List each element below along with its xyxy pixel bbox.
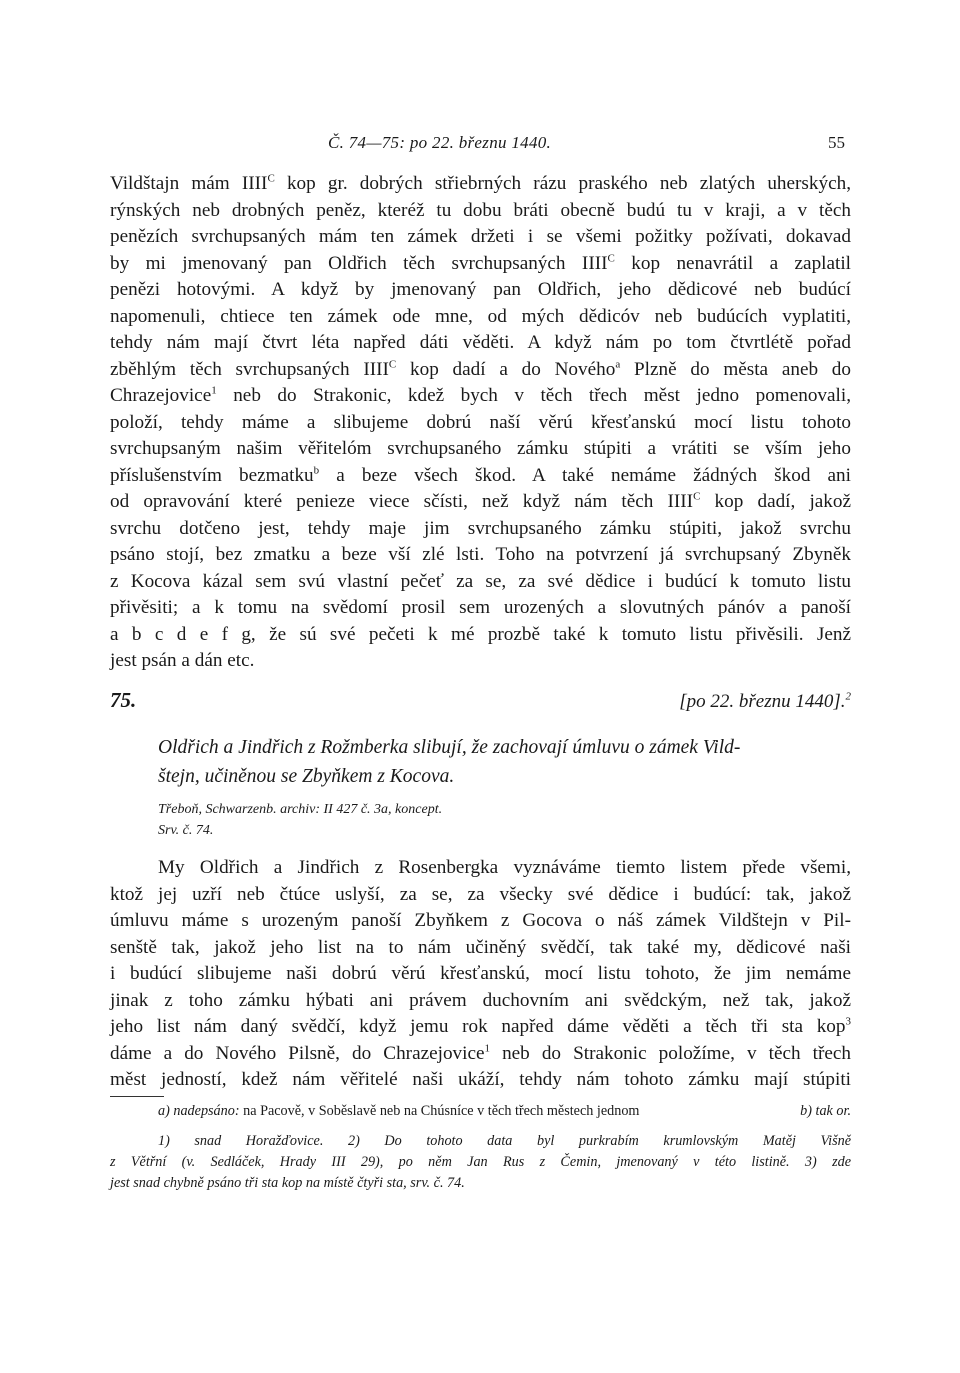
- text-segment: by mi jmenovaný pan Oldřich těch svrchupsaných IIII: [110, 252, 608, 274]
- date-text: [po 22. březnu 1440].: [679, 691, 846, 712]
- text-line: [110, 988, 851, 1015]
- regest: [158, 733, 851, 791]
- note-a: a) nadepsáno: na Pacově, v Soběslavě neb na Chúsníce v těch třech městech jednom: [158, 1103, 640, 1119]
- text-line: [110, 171, 851, 198]
- previous-document-text: [110, 171, 851, 675]
- text-segment: kop dadí, jakož: [700, 491, 851, 512]
- running-header: [0, 128, 960, 158]
- document-text: [110, 855, 851, 1094]
- regest-line: Oldřich a Jindřich z Rožmberka slibují, že zachovají úmluvu o zámek Vild-: [158, 737, 741, 758]
- text-line: [110, 489, 851, 516]
- text-critical-notes: [110, 1103, 851, 1120]
- text-line: [110, 569, 851, 596]
- text-segment: kop gr. dobrých střiebrných rázu praského neb zlatých uherských,: [274, 173, 851, 194]
- regest-line: štejn, učiněnou se Zbyňkem z Kocova.: [158, 766, 455, 787]
- document-date: [648, 691, 851, 713]
- text-segment: z Kocova kázal sem svú vlastní pečeť za se, za své dědice i budúcí k tomuto listu: [110, 570, 851, 592]
- text-segment: a beze všech škod. A také nemáme žádných škod ani: [319, 464, 851, 486]
- text-segment: neb do Strakonic, kdež bych v těch třech měst jedno pomenovali,: [216, 385, 851, 406]
- text-segment: svrchu dotčeno jest, tehdy maje jim svrchupsaného zámku stúpiti, jakož svrchu: [110, 517, 851, 539]
- text-line: [110, 436, 851, 463]
- text-segment: napomenuli, chtiece ten zámek ode mne, od mých dědicóv neb budúcích vyplatiti,: [110, 305, 851, 327]
- text-line: [110, 463, 851, 490]
- text-segment: jeho list nám daný svědčí, když jemu rok napřed dáme věděti a těch tři sta kop: [110, 1016, 846, 1037]
- text-line: [110, 961, 851, 988]
- text-segment: jinak z toho zámku hýbati ani právem duchovním ani svědckým, než tak, jakož: [110, 989, 851, 1011]
- text-segment: Plzně do města aneb do: [620, 358, 851, 380]
- text-line: [110, 1014, 851, 1041]
- text-segment: senště tak, jakož jeho list na to nám učiněný svědčí, tak také my, dědicové naši: [110, 936, 851, 958]
- text-line: [110, 855, 851, 882]
- text-segment: přivěsiti; a k tomu na svědomí prosil sem urozených a slovutných pánóv a panoší: [110, 597, 851, 618]
- text-line: [110, 542, 851, 569]
- text-segment: svrchupsaným našim věřitelóm svrchupsaného zámku stúpiti a vrátiti se vším jeho: [110, 438, 851, 459]
- text-line: [110, 330, 851, 357]
- text-segment: neb do Strakonic položíme, v těch třech: [490, 1042, 851, 1064]
- footnote-line: 1) snad Horažďovice. 2) Do tohoto data byl purkrabím krumlovským Matěj Višně: [158, 1133, 851, 1149]
- text-segment: i budúcí slibujeme naši dobrú věrú křesťanskú, mocí listu tohoto, že jim nemáme: [110, 963, 851, 984]
- superscript: b: [313, 464, 320, 477]
- text-segment: dáme a do Nového Pilsně, do Chrazejovice: [110, 1042, 485, 1064]
- text-segment: zběhlým těch svrchupsaných IIII: [110, 358, 389, 380]
- text-line: [110, 622, 851, 649]
- note-b: b) tak or.: [800, 1103, 851, 1119]
- text-line: [110, 304, 851, 331]
- document-number: 75.: [110, 688, 137, 712]
- footnote-line: jest snad chybně psáno tři sta kop na místě čtyři sta, srv. č. 74.: [110, 1175, 465, 1191]
- text-line: [110, 198, 851, 225]
- text-segment: ktož jej uzří neb čtúce uslyší, za se, za všecky své dědice i budúcí: tak, jakož: [110, 883, 851, 905]
- text-segment: penězi hotovými. A když by jmenovaný pan Oldřich, jeho dědicové neb budúcí: [110, 279, 851, 300]
- superscript: C: [693, 490, 701, 503]
- explanatory-notes: [110, 1131, 851, 1194]
- superscript: C: [607, 252, 615, 265]
- superscript: C: [388, 358, 397, 371]
- footnote-separator: [110, 1096, 164, 1097]
- date-footnote-ref: 2: [845, 690, 851, 703]
- text-segment: od opravování které penieze viece sčísti, než když nám těch IIII: [110, 491, 694, 512]
- text-segment: položí, tehdy máme a slibujeme dobrú naší věrú křesťanskú mocí listu tohoto: [110, 411, 851, 433]
- text-segment: Chrazejovice: [110, 385, 212, 406]
- text-line: [110, 1067, 851, 1094]
- running-title: Č. 74—75: po 22. březnu 1440.: [328, 133, 552, 152]
- text-segment: rýnských neb drobných peněz, kteréž tu dobu bráti obecně budú tu v kraji, a v těch: [110, 199, 851, 221]
- page-number: 55: [828, 133, 845, 152]
- text-segment: a b c d e f g, že sú své pečeti k mé prozbě také k tomuto listu přivěsili. Jenž: [110, 623, 851, 645]
- text-line: [110, 648, 851, 675]
- text-segment: Vildštajn mám IIII: [110, 173, 268, 194]
- source-line: Srv. č. 74.: [158, 823, 214, 838]
- text-segment: tehdy nám mají čtvrt léta napřed dáti věděti. A když nám po tom čtvrtlétě pořad: [110, 332, 851, 353]
- text-segment: kop nenavrátil a zaplatil: [614, 252, 851, 274]
- text-segment: jest psán a dán etc.: [110, 650, 255, 671]
- text-line: [110, 908, 851, 935]
- text-line: [110, 224, 851, 251]
- text-line: [110, 516, 851, 543]
- text-segment: kop dadí a do Nového: [396, 358, 616, 380]
- text-line: [110, 277, 851, 304]
- superscript: 1: [211, 384, 217, 397]
- text-line: [110, 251, 851, 278]
- superscript: 3: [845, 1015, 851, 1028]
- footnote-line: z Větřní (v. Sedláček, Hrady III 29), po něm Jan Rus z Čemin, jmenovaný v této listině. 3) zde: [110, 1154, 851, 1170]
- text-segment: penězích svrchupsaných mám ten zámek držeti i se všemi požitky požívati, dokavad: [110, 226, 851, 247]
- text-line: [110, 383, 851, 410]
- text-line: [110, 935, 851, 962]
- text-line: [110, 357, 851, 384]
- source-line: Třeboň, Schwarzenb. archiv: II 427 č. 3a, koncept.: [158, 802, 443, 817]
- text-line: [110, 595, 851, 622]
- text-segment: příslušenstvím bezmatku: [110, 464, 314, 486]
- text-segment: My Oldřich a Jindřich z Rosenbergka vyznáváme tiemto listem přede všemi,: [158, 857, 851, 878]
- text-segment: měst jedností, kdež nám věřitelé naši ukáží, tehdy nám tohoto zámku mají stúpiti: [110, 1069, 851, 1090]
- source-note: [158, 799, 442, 841]
- superscript: 1: [484, 1042, 490, 1055]
- text-segment: psáno stojí, bez zmatku a beze vší zlé lsti. Toho na potvrzení já svrchupsaný Zbyněk: [110, 544, 851, 565]
- text-segment: úmluvu máme s urozeným panoší Zbyňkem z Gocova o náš zámek Vildštejn v Pil-: [110, 910, 851, 931]
- text-line: [110, 882, 851, 909]
- superscript: C: [267, 172, 275, 185]
- text-line: [110, 1041, 851, 1068]
- superscript: a: [615, 358, 621, 371]
- text-line: [110, 410, 851, 437]
